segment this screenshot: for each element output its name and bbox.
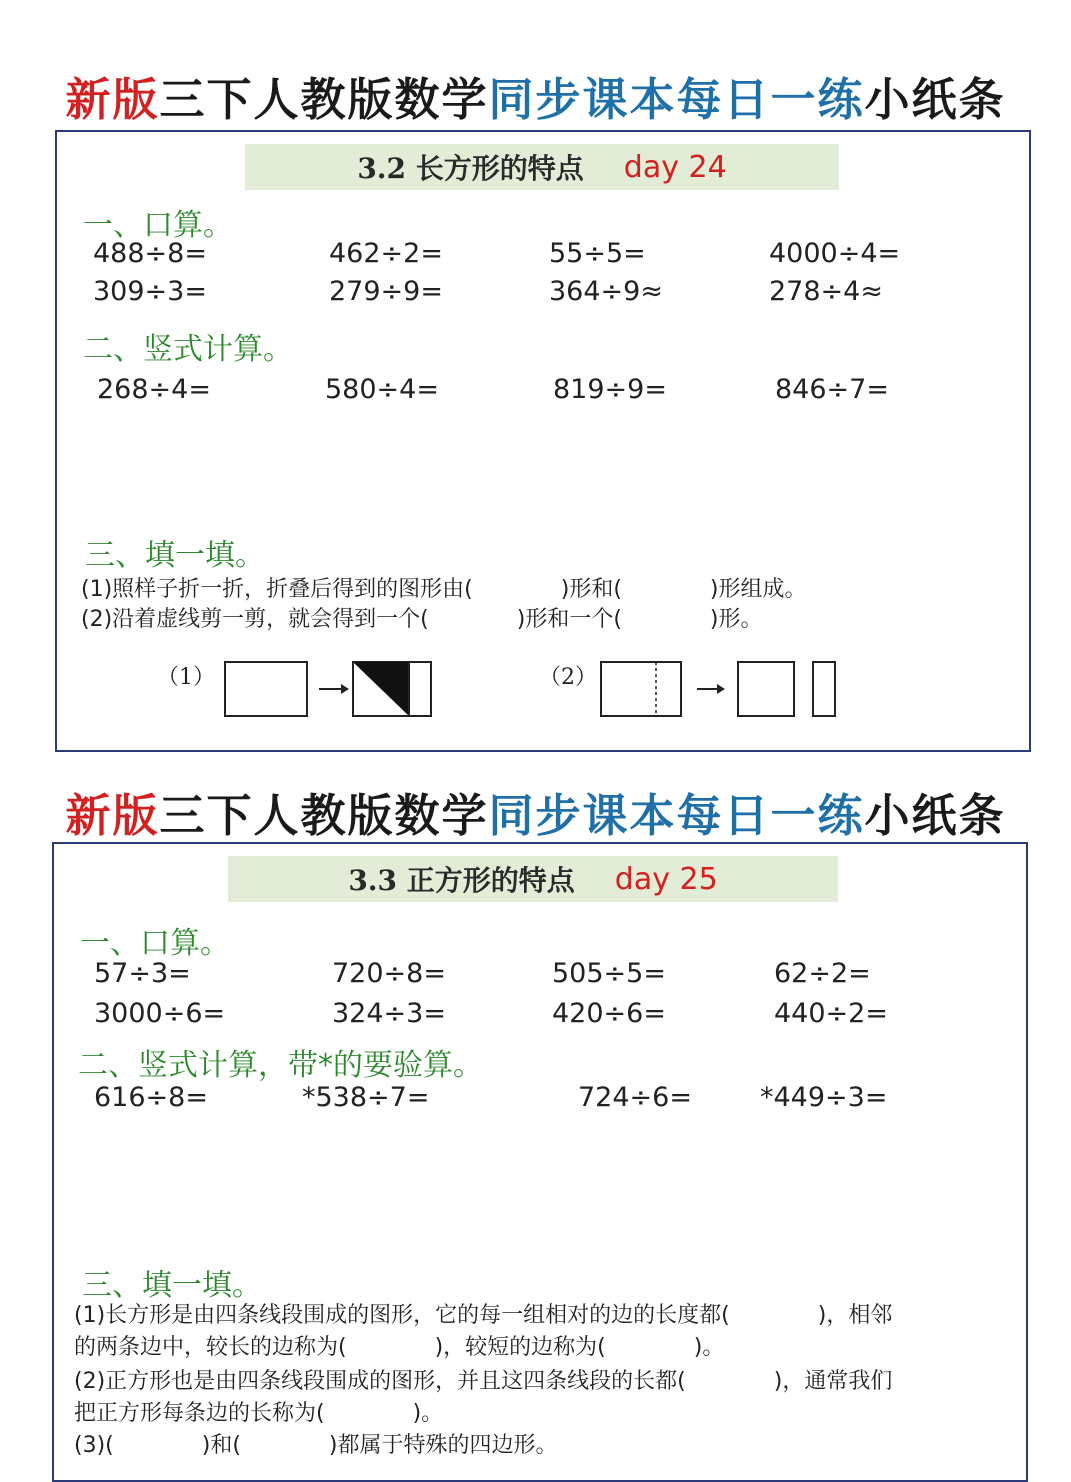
fill-question: (2)沿着虚线剪一剪，就会得到一个( )形和一个( )形。 — [81, 607, 763, 632]
vertical-problem: 580÷4= — [325, 374, 439, 405]
oral-problem: 720÷8= — [332, 958, 446, 989]
title-part-daily: 同步课本每日一练 — [488, 73, 865, 126]
folded-shape — [353, 662, 431, 716]
oral-problem: 324÷3= — [332, 998, 446, 1029]
cut-figure — [587, 652, 887, 724]
rectangle-shape — [225, 662, 307, 716]
oral-problem: 279÷9= — [329, 276, 443, 307]
vertical-problem: 724÷6= — [578, 1082, 692, 1113]
section-fill-heading: 三、填一填。 — [85, 538, 265, 573]
title-part-grade: 三下人教版数学 — [159, 73, 489, 126]
sheet1-title — [0, 72, 1071, 128]
strip-piece — [813, 662, 835, 716]
day-label: day 25 — [614, 861, 718, 897]
oral-problem: 55÷5= — [549, 238, 646, 269]
oral-problem: 364÷9≈ — [549, 276, 663, 307]
title-part-new: 新版 — [65, 73, 160, 126]
title-part-grade: 三下人教版数学 — [159, 789, 489, 842]
oral-problem: 488÷8= — [93, 238, 207, 269]
sheet2-title — [0, 788, 1071, 844]
vertical-problem: *449÷3= — [760, 1082, 888, 1113]
oral-problem: 278÷4≈ — [769, 276, 883, 307]
day-label: day 24 — [623, 149, 727, 185]
oral-problem: 505÷5= — [552, 958, 666, 989]
oral-problem: 309÷3= — [93, 276, 207, 307]
vertical-problem: 268÷4= — [97, 374, 211, 405]
fill-question: (3)( )和( )都属于特殊的四边形。 — [74, 1433, 558, 1458]
oral-problem: 462÷2= — [329, 238, 443, 269]
lesson-title: 3.3 正方形的特点 — [348, 864, 575, 897]
section-oral-heading: 一、口算。 — [83, 208, 233, 243]
rectangle-with-dashed-line — [601, 662, 681, 716]
lesson-title: 3.2 长方形的特点 — [357, 152, 584, 185]
fold-figure — [207, 652, 447, 724]
vertical-problem: *538÷7= — [302, 1082, 430, 1113]
square-piece — [738, 662, 794, 716]
figure-label: （1） — [157, 665, 215, 690]
fill-question: (2)正方形也是由四条线段围成的图形，并且这四条线段的长都( )，通常我们 — [74, 1369, 893, 1394]
lesson-banner — [245, 144, 839, 190]
title-part-note: 小纸条 — [864, 73, 1006, 126]
fill-question: 的两条边中，较长的边称为( )，较短的边称为( )。 — [74, 1335, 725, 1360]
section-vertical-heading: 二、竖式计算，带*的要验算。 — [78, 1048, 483, 1083]
oral-problem: 440÷2= — [774, 998, 888, 1029]
section-fill-heading: 三、填一填。 — [82, 1268, 262, 1303]
oral-problem: 3000÷6= — [94, 998, 226, 1029]
oral-problem: 62÷2= — [774, 958, 871, 989]
title-part-note: 小纸条 — [864, 789, 1006, 842]
section-vertical-heading: 二、竖式计算。 — [83, 332, 293, 367]
vertical-problem: 819÷9= — [553, 374, 667, 405]
vertical-problem: 846÷7= — [775, 374, 889, 405]
figure-label: （2） — [539, 665, 597, 690]
section-oral-heading: 一、口算。 — [80, 926, 230, 961]
oral-problem: 4000÷4= — [769, 238, 901, 269]
fill-question: (1)长方形是由四条线段围成的图形，它的每一组相对的边的长度都( )，相邻 — [74, 1303, 893, 1328]
arrow-right-icon — [319, 684, 349, 694]
oral-problem: 57÷3= — [94, 958, 191, 989]
fill-question: (1)照样子折一折，折叠后得到的图形由( )形和( )形组成。 — [81, 577, 807, 602]
title-part-new: 新版 — [65, 789, 160, 842]
lesson-banner — [228, 856, 838, 902]
title-part-daily: 同步课本每日一练 — [488, 789, 865, 842]
oral-problem: 420÷6= — [552, 998, 666, 1029]
vertical-problem: 616÷8= — [94, 1082, 208, 1113]
arrow-right-icon — [697, 684, 725, 694]
fill-question: 把正方形每条边的长称为( )。 — [74, 1401, 444, 1426]
sheet1-card — [55, 130, 1031, 752]
sheet2-card — [52, 842, 1028, 1482]
